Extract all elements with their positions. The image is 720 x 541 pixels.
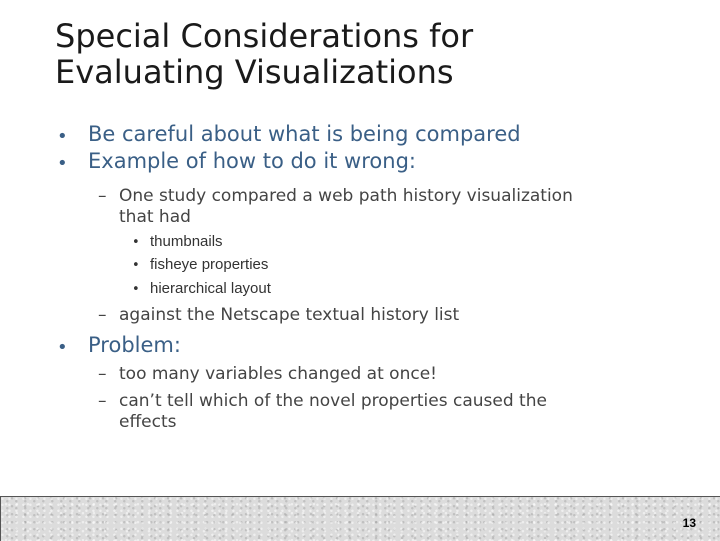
bullet-icon: • <box>57 126 68 147</box>
sub-bullet-against: against the Netscape textual history list <box>119 305 460 325</box>
bullet-problem: Problem: <box>88 333 181 357</box>
page-number: 13 <box>682 516 696 530</box>
small-bullet-icon: • <box>132 282 140 297</box>
slide-title <box>55 18 473 90</box>
dash-icon: – <box>98 391 107 411</box>
sub-bullet-study-line-1: One study compared a web path history visualization <box>119 186 573 206</box>
feature-fisheye: fisheye properties <box>150 256 269 273</box>
small-bullet-icon: • <box>132 258 140 273</box>
sub-bullet-cant-tell-line-1: can’t tell which of the novel properties caused the <box>119 391 547 411</box>
dash-icon: – <box>98 305 107 325</box>
slide-title-line-2: Evaluating Visualizations <box>55 53 454 91</box>
bullet-example: Example of how to do it wrong: <box>88 149 416 173</box>
sub-bullet-cant-tell-line-2: effects <box>119 412 177 432</box>
bullet-icon: • <box>57 337 68 358</box>
sub-bullet-too-many: too many variables changed at once! <box>119 364 437 384</box>
feature-hierarchical: hierarchical layout <box>150 280 271 297</box>
small-bullet-icon: • <box>132 235 140 250</box>
bullet-careful: Be careful about what is being compared <box>88 122 521 146</box>
dash-icon: – <box>98 186 107 206</box>
sub-bullet-study-line-2: that had <box>119 207 191 227</box>
bullet-icon: • <box>57 153 68 174</box>
feature-thumbnails: thumbnails <box>150 233 223 250</box>
dash-icon: – <box>98 364 107 384</box>
slide-title-line-1: Special Considerations for <box>55 17 474 55</box>
footer-band <box>0 496 720 541</box>
